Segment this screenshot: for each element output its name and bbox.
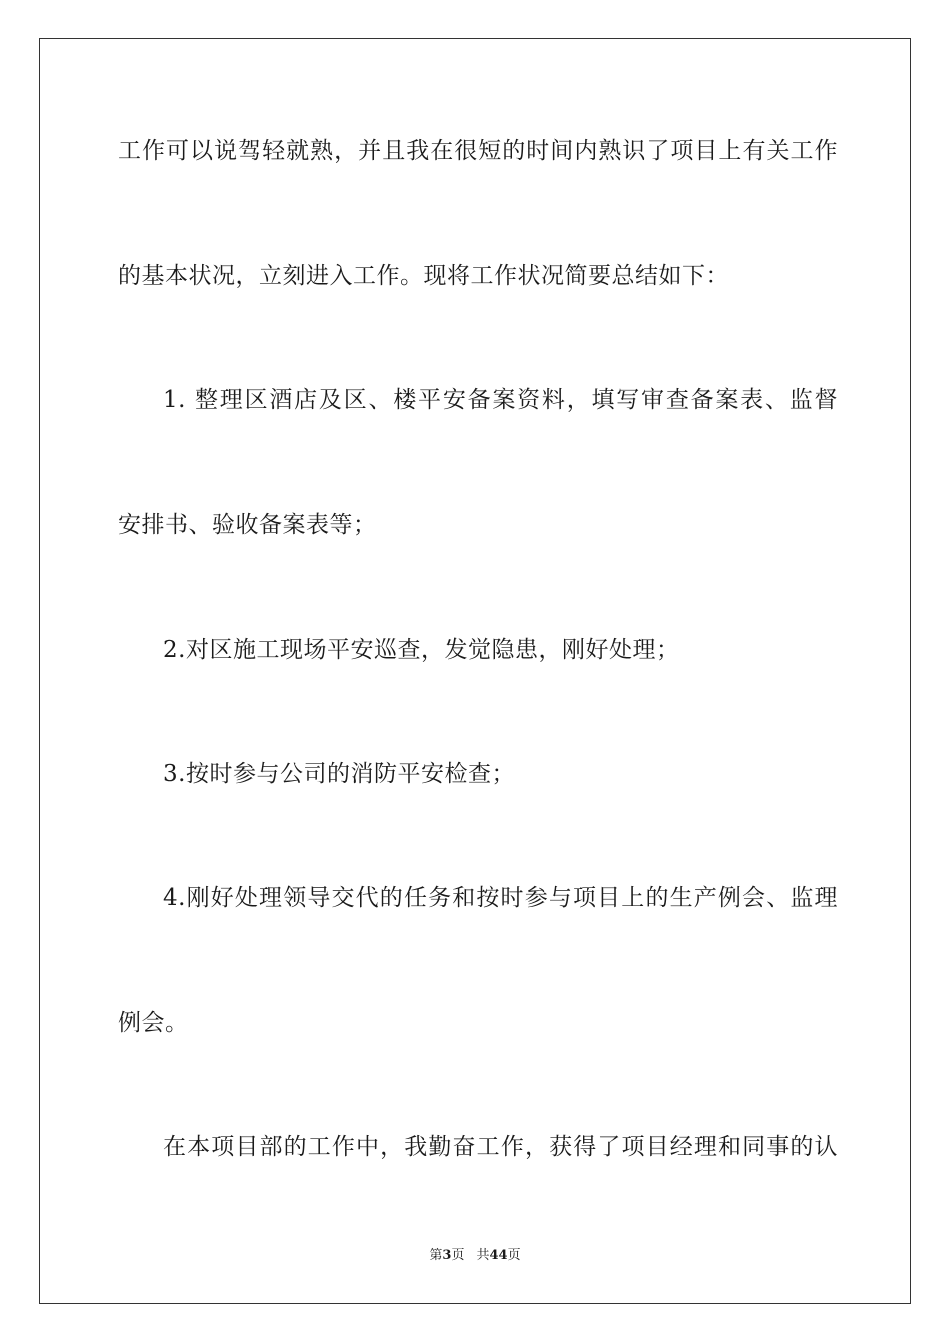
footer-page-suffix: 页 <box>451 1248 465 1263</box>
footer-total-prefix: 共 <box>476 1248 490 1263</box>
footer-page-current: 3 <box>442 1248 452 1263</box>
list-item-4-line-2: 例会。 <box>118 1010 189 1036</box>
footer-page-prefix: 第 <box>429 1248 443 1263</box>
list-item-1-line-1: 1. 整理区酒店及区、楼平安备案资料，填写审查备案表、监督 <box>163 387 838 413</box>
paragraph-line-3: 在本项目部的工作中，我勤奋工作，获得了项目经理和同事的认 <box>163 1134 838 1160</box>
footer-page-total: 44 <box>489 1248 508 1263</box>
page-footer <box>0 1247 950 1265</box>
footer-total-suffix: 页 <box>507 1248 521 1263</box>
page-border <box>39 38 911 1304</box>
list-item-2: 2.对区施工现场平安巡查，发觉隐患，刚好处理； <box>163 637 680 663</box>
paragraph-line-2: 的基本状况，立刻进入工作。现将工作状况简要总结如下： <box>118 263 729 289</box>
paragraph-line-1: 工作可以说驾轻就熟，并且我在很短的时间内熟识了项目上有关工作 <box>118 138 838 164</box>
list-item-1-line-2: 安排书、验收备案表等； <box>118 512 377 538</box>
list-item-3: 3.按时参与公司的消防平安检查； <box>163 761 515 787</box>
list-item-4-line-1: 4.刚好处理领导交代的任务和按时参与项目上的生产例会、监理 <box>163 885 838 911</box>
